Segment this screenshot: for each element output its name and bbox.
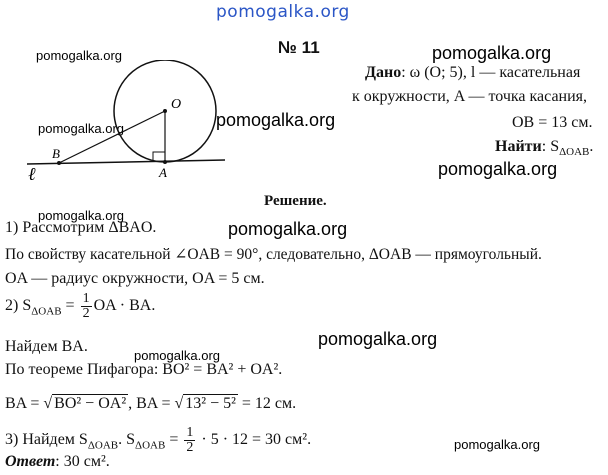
watermark: pomogalka.org bbox=[38, 121, 124, 136]
watermark: pomogalka.org bbox=[38, 208, 124, 223]
fraction-half: $\frac{1}{2}$ bbox=[186, 425, 194, 455]
watermark: pomogalka.org bbox=[432, 43, 552, 63]
answer-label: Ответ bbox=[5, 453, 56, 470]
watermark: pomogalka.org bbox=[36, 48, 122, 63]
solution-line-4: 2) $S_{\Delta OAB}$ = $\frac{1}{2}$ OA · BA. bbox=[5, 291, 156, 321]
watermark: pomogalka.org bbox=[438, 159, 558, 179]
segment-BO bbox=[59, 111, 165, 163]
given-text: : ω (O; 5), l — касательная bbox=[401, 64, 581, 81]
point-O bbox=[163, 109, 167, 113]
given-line-3: OB = 13 см. bbox=[512, 114, 593, 131]
answer-line: Ответ: 30 см². bbox=[5, 453, 110, 470]
given-line-1 bbox=[365, 64, 580, 82]
sqrt-2: √ 13² − 5² bbox=[174, 395, 236, 412]
given-line-2: к окружности, A — точка касания, bbox=[352, 88, 588, 105]
solution-line-2: По свойству касательной ∠OAB = 90°, следовательно, ΔOAB — прямоугольный. bbox=[5, 246, 542, 263]
label-B: B bbox=[52, 146, 60, 161]
label-A: A bbox=[159, 165, 167, 180]
find-line: Найти: $S_{\Delta OAB}$. bbox=[495, 138, 594, 159]
solution-line-5: Найдем BA. bbox=[5, 338, 88, 355]
watermark: pomogalka.org bbox=[228, 219, 348, 239]
point-A bbox=[163, 160, 167, 164]
watermark: pomogalka.org bbox=[134, 348, 220, 363]
point-B bbox=[57, 161, 61, 165]
solution-line-7: BA = √ BO² − OA² , BA = √ 13² − 5² = 12 см. bbox=[5, 395, 297, 412]
solution-line-6: По теореме Пифагора: BO² = BA² + OA². bbox=[5, 361, 283, 378]
watermark: pomogalka.org bbox=[216, 110, 336, 130]
solution-line-8: 3) Найдем $S_{\Delta OAB}$. $S_{\Delta OAB}$ = $\frac{1}{2}$ · 5 · 12 = 30 см². bbox=[5, 425, 312, 455]
fraction-half: $\frac{1}{2}$ bbox=[82, 291, 90, 321]
sqrt-1: √ BO² − OA² bbox=[43, 395, 127, 412]
watermark-top: pomogalka.org bbox=[216, 2, 350, 22]
given-label: Дано bbox=[365, 64, 402, 81]
tangent-figure bbox=[25, 60, 235, 180]
solution-line-1: 1) Рассмотрим ΔBAO. bbox=[5, 219, 157, 236]
watermark: pomogalka.org bbox=[318, 329, 438, 349]
solution-line-3: OA — радиус окружности, OA = 5 см. bbox=[5, 270, 265, 287]
label-O: O bbox=[171, 97, 182, 112]
problem-number: № 11 bbox=[278, 38, 320, 57]
watermark: pomogalka.org bbox=[454, 437, 540, 452]
find-label: Найти bbox=[495, 138, 542, 155]
solution-heading: Решение. bbox=[264, 193, 327, 209]
label-l: ℓ bbox=[28, 164, 36, 180]
